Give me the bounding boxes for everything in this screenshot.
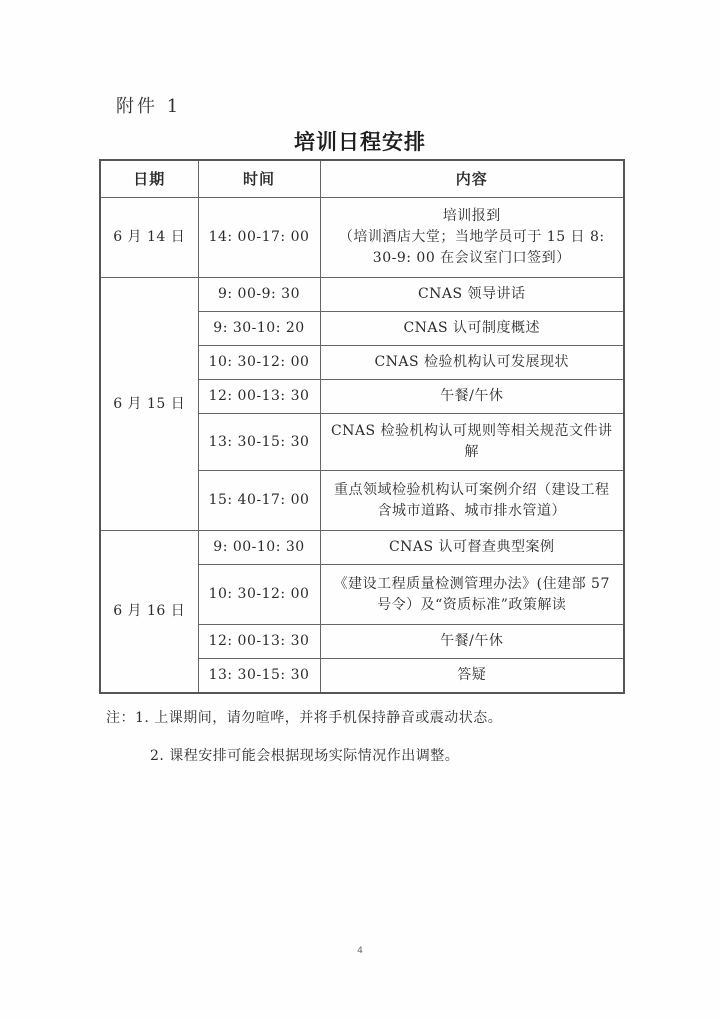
schedule-table — [99, 159, 625, 694]
time-cell: 12: 00-13: 30 — [198, 380, 320, 414]
header-content: 内容 — [320, 160, 624, 198]
time-cell: 9: 30-10: 20 — [198, 312, 320, 346]
table-row — [100, 198, 624, 278]
attachment-label: 附件 1 — [116, 96, 182, 117]
time-cell: 15: 40-17: 00 — [198, 471, 320, 531]
content-cell: CNAS 领导讲话 — [320, 278, 624, 312]
time-cell: 9: 00-9: 30 — [198, 278, 320, 312]
header-date: 日期 — [100, 160, 198, 198]
date-cell: 6 月 16 日 — [100, 531, 198, 693]
time-cell: 12: 00-13: 30 — [198, 625, 320, 659]
table-header-row — [100, 160, 624, 198]
header-time: 时间 — [198, 160, 320, 198]
time-cell: 13: 30-15: 30 — [198, 414, 320, 471]
table-row — [100, 531, 624, 565]
time-cell: 9: 00-10: 30 — [198, 531, 320, 565]
date-cell: 6 月 15 日 — [100, 278, 198, 531]
time-cell: 10: 30-12: 00 — [198, 565, 320, 625]
content-line — [329, 206, 616, 269]
note-2: 2. 课程安排可能会根据现场实际情况作出调整。 — [150, 748, 460, 764]
content-cell: CNAS 检验机构认可规则等相关规范文件讲解 — [320, 414, 624, 471]
content-cell: 答疑 — [320, 659, 624, 693]
content-cell — [320, 198, 624, 278]
table-row — [100, 278, 624, 312]
page-title: 培训日程安排 — [294, 129, 426, 154]
content-cell: 午餐/午休 — [320, 625, 624, 659]
content-cell: CNAS 认可督查典型案例 — [320, 531, 624, 565]
content-cell: CNAS 认可制度概述 — [320, 312, 624, 346]
content-cell: 午餐/午休 — [320, 380, 624, 414]
content-cell: CNAS 检验机构认可发展现状 — [320, 346, 624, 380]
time-cell: 13: 30-15: 30 — [198, 659, 320, 693]
content-cell: 《建设工程质量检测管理办法》(住建部 57 号令）及“资质标准”政策解读 — [320, 565, 624, 625]
content-detail-line: （培训酒店大堂；当地学员可于 15 日 8: 30-9: 00 在会议室门口签到） — [338, 229, 605, 266]
date-cell: 6 月 14 日 — [100, 198, 198, 278]
time-cell: 14: 00-17: 00 — [198, 198, 320, 278]
content-title-line: 培训报到 — [442, 208, 501, 224]
time-cell: 10: 30-12: 00 — [198, 346, 320, 380]
content-cell: 重点领域检验机构认可案例介绍（建设工程含城市道路、城市排水管道） — [320, 471, 624, 531]
page-number: 4 — [357, 946, 363, 956]
note-1: 注：1. 上课期间，请勿喧哗，并将手机保持静音或震动状态。 — [106, 710, 503, 726]
